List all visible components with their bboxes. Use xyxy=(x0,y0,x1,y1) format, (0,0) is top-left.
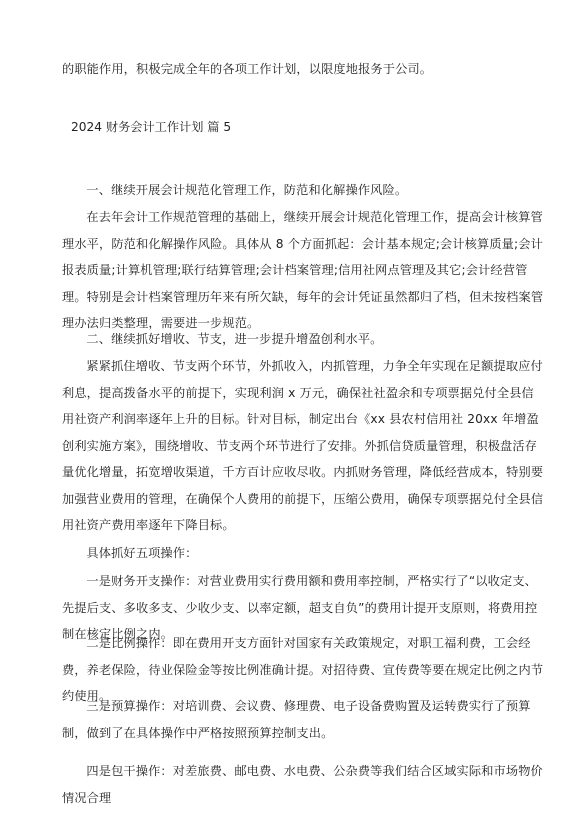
subheading: 具体抓好五项操作： xyxy=(86,546,198,560)
item-2: 二是比例操作：即在费用开支方面针对国家有关政策规定，对职工福利费，工会经费，养老保险，待业保险金等按比例准确计提。对招待费、宣传费等要在规定比例之内节约使用。 xyxy=(62,636,544,703)
heading-1: 一、继续开展会计规范化管理工作，防范和化解操作风险。 xyxy=(86,183,408,197)
paragraph-1: 在去年会计工作规范管理的基础上，继续开展会计规范化管理工作，提高会计核算管理水平，防范和化解操作风险。具体从 8 个方面抓起：会计基本规定;会计核算质量;会计报表质量;计算机管理;联行结算管理;会计档案管理;信用社网点管理及其它;会计经营管理。特别是会计档案管理历年来有所欠缺，每年的会计凭证虽然都归了档，但未按档案管理办法归类整理，需要进一步规范。 xyxy=(62,210,544,330)
lead-paragraph: 的职能作用，积极完成全年的各项工作计划，以限度地报务于公司。 xyxy=(62,62,433,76)
item-4: 四是包干操作：对差旅费、邮电费、水电费、公杂费等我们结合区域实际和市场物价情况合理 xyxy=(62,764,543,805)
item-3: 三是预算操作：对培训费、会议费、修理费、电子设备费购置及运转费实行了预算制，做到了在具体操作中严格按照预算控制支出。 xyxy=(62,699,531,740)
section-title: 2024 财务会计工作计划 篇 5 xyxy=(71,120,232,134)
paragraph-2: 紧紧抓住增收、节支两个环节，外抓收入，内抓管理，力争全年实现在足额提取应付利息，提高拨备水平的前提下，实现利润 x 万元，确保社社盈余和专项票据兑付全县信用社资产利润率逐年上升的目标。针对目标，制定出台《xx 县农村信用社 20xx 年增盈创利实施方案》，围绕增收、节支两个环节进行了安排。外抓信贷质量管理，积极盘活存量优化增量，拓宽增收渠道，千方百计应收尽收。内抓财务管理，降低经营成本，特别要加强营业费用的管理，在确保个人费用的前提下，压缩公费用，确保专项票据兑付全县信用社资产费用率逐年下降目标。 xyxy=(62,359,544,532)
item-1: 一是财务开支操作：对营业费用实行费用额和费用率控制，严格实行了“以收定支、先提后支、多收多支、少收少支、以率定额，超支自负”的费用计提开支原则，将费用控制在核定比例之内。 xyxy=(62,574,538,641)
heading-2: 二、继续抓好增收、节支，进一步提升增盈创利水平。 xyxy=(86,332,383,346)
